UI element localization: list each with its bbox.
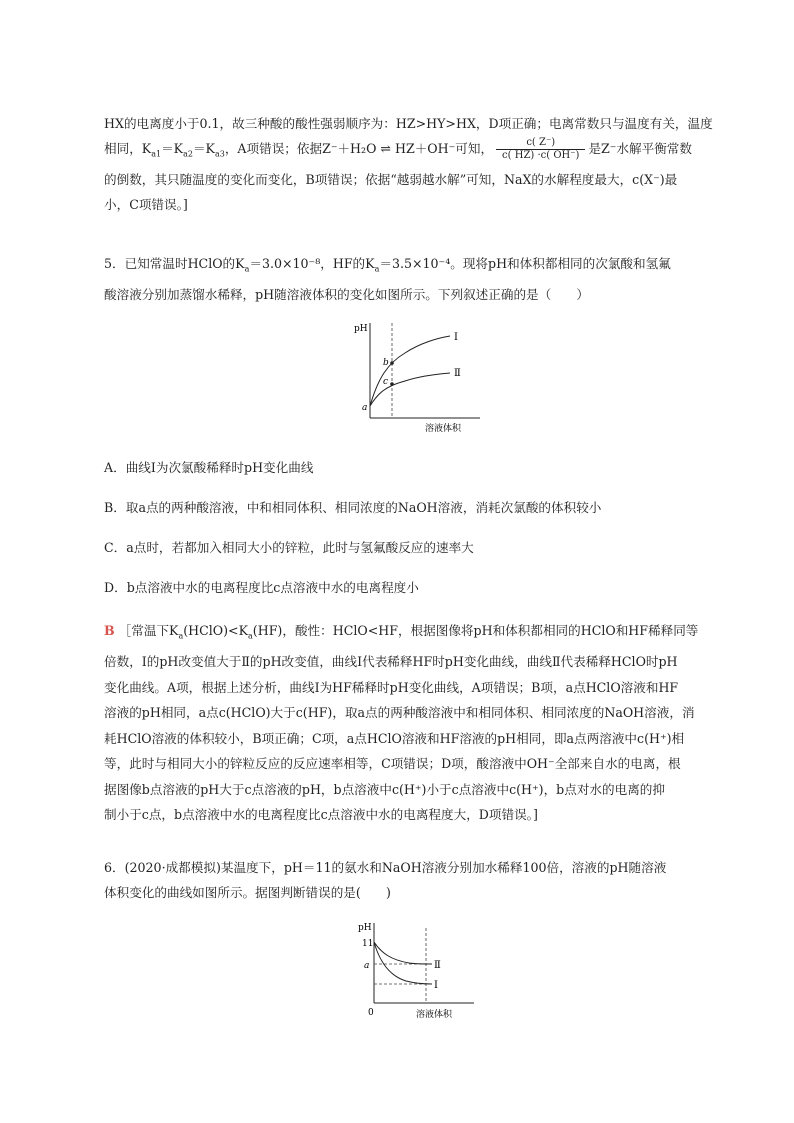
question-5-stem	[104, 251, 716, 307]
intro-line-3: 的倒数，其只随温度的变化而变化，B项错误；依据“越弱越水解”可知，NaX的水解程度最大，c(X⁻)最	[104, 171, 678, 187]
sub-a: a	[178, 631, 184, 641]
curve-2	[370, 373, 450, 406]
curve-1-label: Ⅰ	[454, 332, 458, 343]
q5-option-b: B．取a点的两种酸溶液，中和相同体积、相同浓度的NaOH溶液，消耗次氯酸的体积较小	[104, 500, 602, 515]
point-c-label: c	[383, 377, 389, 387]
answer-5	[104, 618, 716, 828]
a5-line-4: 溶液的pH相同，a点c(HClO)大于c(HF)，取a点的两种酸溶液中和相同体积、相同浓度的NaOH溶液，消	[104, 705, 695, 721]
intro-text: 相同，K	[104, 141, 152, 156]
y-axis-label: pH	[354, 324, 368, 334]
a5-text: (HClO)<K	[183, 623, 249, 638]
fraction-numerator: c( Z⁻)	[496, 137, 585, 150]
fraction-denominator: c( HZ) ·c( OH⁻)	[502, 150, 580, 161]
q6-line-2: 体积变化的曲线如图所示。据图判断错误的是( )	[104, 885, 391, 900]
a5-line-5: 耗HClO溶液的体积较小，B项正确；C项，a点HClO溶液和HF溶液的pH相同，即a点两溶液中c(H⁺)相	[104, 730, 685, 746]
y-tick-a: a	[364, 961, 370, 971]
x-axis-label: 溶液体积	[416, 1010, 453, 1020]
q5-option-d: D．b点溶液中水的电离程度比c点溶液中水的电离程度小	[104, 580, 419, 595]
q5-text: ＝3.0×10⁻⁸，HF的K	[249, 256, 375, 271]
point-b	[390, 361, 394, 365]
q5-option-c: C．a点时，若都加入相同大小的锌粒，此时与氢氟酸反应的速率大	[104, 540, 474, 555]
intro-line-1: HX的电离度小于0.1，故三种酸的酸性强弱顺序为：HZ>HY>HX，D项正确；电离常数只与温度有关，温度	[104, 116, 713, 131]
y-axis-label: pH	[358, 923, 372, 933]
curve-2	[374, 942, 432, 964]
curve-1	[374, 942, 432, 984]
point-b-label: b	[383, 358, 389, 368]
answer-letter: B	[104, 623, 115, 638]
curve-1-label: Ⅰ	[434, 980, 438, 991]
q5-line-1	[104, 251, 716, 282]
intro-text: 是Z⁻水解平衡常数	[588, 141, 692, 156]
x-axis-label: 溶液体积	[425, 424, 462, 434]
curve-2-label: Ⅱ	[434, 960, 441, 971]
hydrolysis-fraction	[496, 137, 585, 162]
intro-text: ，A项错误；依据Z⁻＋H₂O ⇌ HZ＋OH⁻可知，	[224, 141, 494, 156]
point-c	[390, 382, 394, 386]
sub-a2: a2	[183, 149, 193, 159]
curve-2-label: Ⅱ	[454, 368, 461, 379]
a5-line-7: 据图像b点溶液的pH大于c点溶液的pH，b点溶液中c(H⁺)小于c点溶液中c(H⁺)，b点对水的电离的抑	[104, 781, 665, 797]
a5-line-3: 变化曲线。A项，根据上述分析，曲线Ⅰ为HF稀释时pH变化曲线，A项错误；B项，a点HClO溶液和HF	[104, 679, 679, 695]
q5-option-a: A．曲线Ⅰ为次氯酸稀释时pH变化曲线	[104, 460, 314, 475]
q6-line-1: 6．(2020·成都模拟)某温度下，pH＝11的氨水和NaOH溶液分别加水稀释100倍，溶液的pH随溶液	[104, 860, 667, 875]
origin-label: 0	[368, 1008, 374, 1018]
intro-paragraph	[104, 111, 716, 217]
question-6-stem	[104, 855, 716, 905]
q5-chart	[350, 318, 490, 438]
intro-line-2	[104, 136, 716, 167]
intro-text: ＝K	[161, 141, 184, 156]
a5-line-2: 倍数，Ⅰ的pH改变值大于Ⅱ的pH改变值，曲线Ⅰ代表稀释HF时pH变化曲线，曲线Ⅱ代表稀释HClO时pH	[104, 654, 678, 670]
a5-line-6: 等，此时与相同大小的锌粒反应的反应速率相等，C项错误；D项，酸溶液中OH⁻全部来自水的电离，根	[104, 756, 681, 772]
a5-text: ［常温下K	[118, 623, 179, 638]
y-tick-11: 11	[362, 939, 374, 949]
point-a-label: a	[362, 403, 368, 413]
q5-text: ＝3.5×10⁻⁴。现将pH和体积都相同的次氯酸和氢氟	[379, 256, 671, 271]
sub-a: a	[248, 631, 253, 641]
q6-chart	[354, 918, 484, 1023]
intro-line-4: 小，C项错误。]	[104, 196, 188, 212]
intro-text: ＝K	[192, 141, 215, 156]
a5-line-1	[104, 618, 716, 649]
q5-text: 5．已知常温时HClO的K	[104, 256, 245, 271]
curve-1	[370, 336, 450, 406]
sub-a: a	[244, 264, 250, 274]
q5-line-2: 酸溶液分别加蒸馏水稀释，pH随溶液体积的变化如图所示。下列叙述正确的是（ ）	[104, 286, 590, 302]
sub-a1: a1	[151, 149, 162, 159]
sub-a: a	[374, 264, 380, 274]
a5-text: (HF)，酸性：HClO<HF，根据图像将pH和体积都相同的HClO和HF稀释同等	[252, 623, 699, 638]
sub-a3: a3	[214, 149, 225, 159]
a5-line-8: 制小于c点，b点溶液中水的电离程度比c点溶液中水的电离程度大，D项错误。]	[104, 807, 538, 823]
